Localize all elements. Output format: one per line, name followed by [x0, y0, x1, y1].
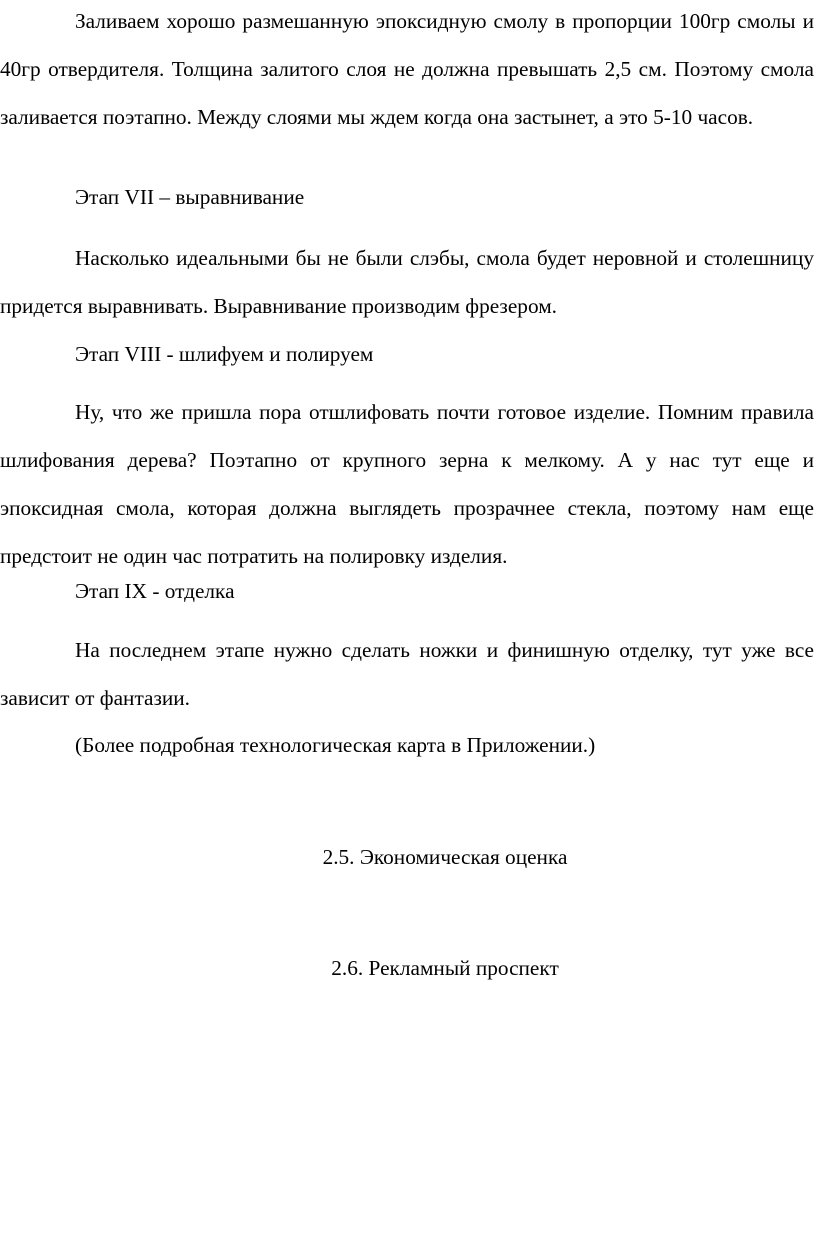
appendix-note: (Более подробная технологическая карта в Приложении.): [75, 733, 596, 757]
section-2-6-heading: 2.6. Рекламный проспект: [331, 956, 559, 980]
paragraph-sanding-polishing: Ну, что же пришла пора отшлифовать почти готовое изделие. Помним правила шлифования дерева? Поэтапно от крупного зерна к мелкому. А у нас тут еще и эпоксидная смола, которая должна выглядеть прозрачнее стекла, поэтому нам еще предстоит не один час потратить на полировку изделия.: [0, 400, 814, 568]
stage-9-heading: Этап IX - отделка: [75, 579, 235, 603]
stage-8-heading: Этап VIII - шлифуем и полируем: [75, 342, 374, 366]
section-2-5-heading: 2.5. Экономическая оценка: [322, 845, 568, 869]
stage-7-heading: Этап VII – выравнивание: [75, 185, 305, 209]
paragraph-finishing: На последнем этапе нужно сделать ножки и финишную отделку, тут уже все зависит от фантазии.: [0, 638, 814, 710]
paragraph-leveling: Насколько идеальными бы не были слэбы, смола будет неровной и столешницу придется выравнивать. Выравнивание производим фрезером.: [0, 246, 814, 318]
paragraph-epoxy-pouring: Заливаем хорошо размешанную эпоксидную смолу в пропорции 100гр смолы и 40гр отвердителя. Толщина залитого слоя не должна превышать 2,5 см. Поэтому смола заливается поэтапно. Между слоями мы ждем когда она застынет, а это 5-10 часов.: [0, 9, 814, 129]
